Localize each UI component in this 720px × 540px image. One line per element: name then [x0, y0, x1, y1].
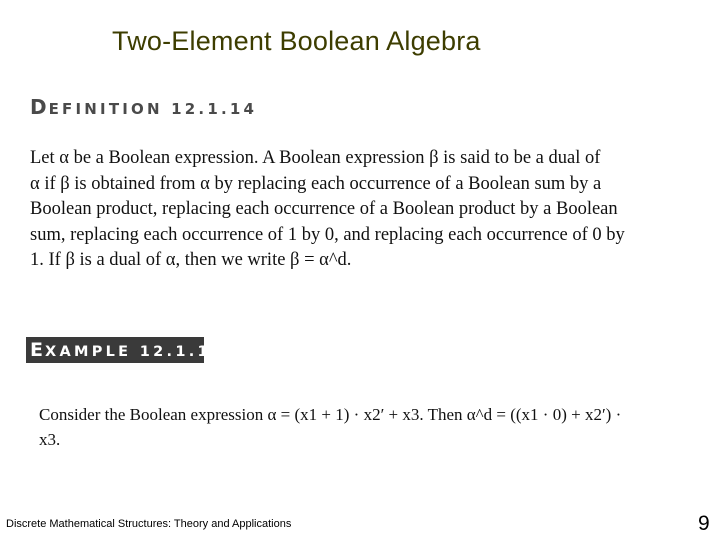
example-heading-rest: XAMPLE 12.1.15 [44, 344, 225, 360]
definition-line: Let α be a Boolean expression. A Boolean expression β is said to be a dual of [30, 148, 601, 168]
definition-line: 1. If β is a dual of α, then we write β = α^d. [30, 250, 352, 270]
example-line: Consider the Boolean expression α = (x1 + 1) · x2′ + x3. Then α^d = ((x1 · 0) + x2′) · [39, 405, 622, 424]
definition-heading-rest: EFINITION 12.1.14 [48, 100, 258, 118]
example-heading [30, 339, 224, 361]
definition-line: α if β is obtained from α by replacing each occurrence of a Boolean sum by a [30, 173, 602, 194]
definition-heading [30, 95, 257, 119]
definition-line: sum, replacing each occurrence of 1 by 0, and replacing each occurrence of 0 by [30, 224, 625, 245]
definition-line: Boolean product, replacing each occurrence of a Boolean product by a Boolean [30, 199, 618, 219]
definition-heading-initial: D [30, 95, 49, 119]
definition-body [30, 146, 670, 274]
example-body [39, 402, 699, 452]
footer-source: Discrete Mathematical Structures: Theory and Applications [6, 518, 292, 530]
slide-title: Two-Element Boolean Algebra [112, 26, 481, 56]
example-line: x3. [39, 430, 61, 449]
example-heading-initial: E [30, 339, 45, 361]
page-number: 9 [698, 512, 710, 535]
